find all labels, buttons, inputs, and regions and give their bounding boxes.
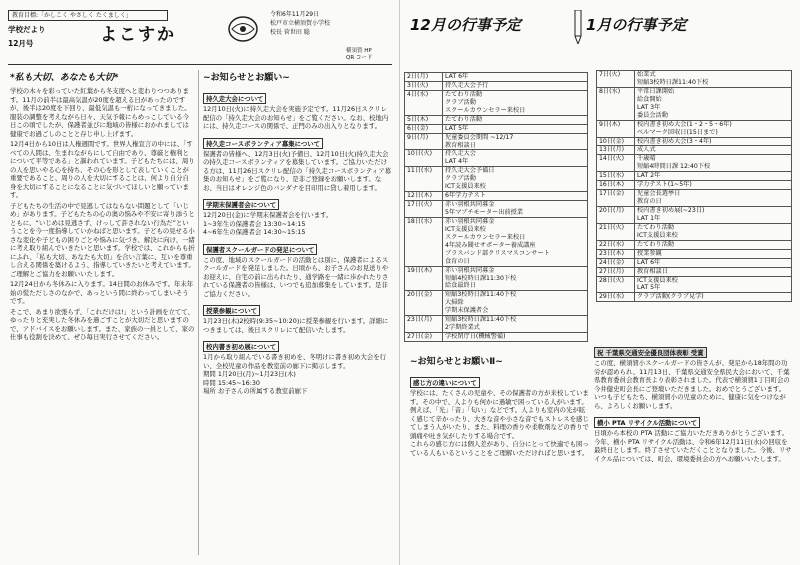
notices-column (203, 70, 393, 396)
calendar-events: 短縮3校時日課11:40下校 2学期終業式 (443, 316, 588, 333)
dec-calendar-title: 12月の行事予定 (410, 16, 521, 34)
calendar-events: たてわり活動 (443, 115, 588, 124)
notice2-title: 感じ方の違いについて (410, 377, 480, 388)
calendar-events: 校内書き初め大会(3・4年) (635, 137, 792, 146)
calendar-events: 千歳晴 短縮4時間日課 12:40下校 (635, 155, 792, 172)
qr-code-label: QR コード (346, 55, 373, 61)
calendar-row (597, 87, 792, 120)
calendar-row (405, 201, 588, 218)
calendar-events: 児童委員会期間 ~12/17 教育相談日 (443, 133, 588, 150)
calendar-events: 赤い羽根共同募金 ICT支援員来校 スクールカウンセラー来校日 4年読み聞せサポーター養成講座 ブラスバンド部クリスマスコンサート 食育の日 (443, 217, 588, 266)
notice-item (203, 237, 393, 299)
calendar-date: 19日(木) (405, 266, 443, 291)
calendar-row (405, 115, 588, 124)
calendar-events: 持久走大会予行 (443, 81, 588, 90)
calendar-row (597, 240, 792, 249)
column-divider (198, 70, 199, 555)
calendar-date: 9日(月) (405, 133, 443, 150)
notice-body: 1月から取り組んでいる書き初めを、冬明けに書き初め大会を行い、全校児童の作品を教室前の廊下に掲示します。 (203, 353, 387, 370)
calendar-date: 21日(火) (597, 223, 635, 240)
qr-label: 横須賀 HP (346, 48, 372, 54)
notice-body: 12月20日(金)に学期末保護者会を行います。 (203, 211, 333, 220)
calendar-date: 10日(火) (405, 150, 443, 167)
calendar-events: 校内書き初め展(~23日) LAT 1年 (635, 207, 792, 224)
newsletter-subtitle: 学校だより (8, 25, 46, 34)
jan-calendar-table (596, 70, 792, 302)
notice-title: 学期末保護者会について (203, 199, 279, 210)
notice-title: 持久走コースボランティア募集について (203, 138, 323, 149)
calendar-events: クラブ活動(クラブ見学) (635, 293, 792, 302)
calendar-date: 24日(金) (597, 258, 635, 267)
calendar-date: 4日(水) (405, 90, 443, 115)
calendar-row (405, 90, 588, 115)
calendar-row (405, 316, 588, 333)
notice-title: 保護者スクールガードの発足について (203, 244, 317, 255)
calendar-events: 持久走大会 LAT 4年 (443, 150, 588, 167)
calendar-date: 11日(水) (405, 167, 443, 192)
notice-body: 保護者の皆様へ、12月3日(火)予備日、12月10日(火)持久走大会の持久走コースボランティアを募集しています。ご協力いただける方は、11月26日スクリレ配信の「持久走コースボランティア募集のお知らせ」をご覧になり、是非ご登録をお願いします。なお、当日はオレンジ色のバンダナを目印用に貸し着用します。 (203, 149, 391, 192)
calendar-row (597, 249, 792, 258)
calendar-row (597, 137, 792, 146)
calendar-date: 23日(月) (405, 316, 443, 333)
dec-calendar-table (404, 72, 588, 342)
notices2-heading: ~お知らせとお願いⅡ~ (410, 357, 503, 367)
calendar-events: ICT支援員来校 LAT 5年 (635, 276, 792, 293)
calendar-events: 授業参観 (635, 249, 792, 258)
calendar-date: 14日(火) (597, 155, 635, 172)
calendar-events: たてわり活動 ICT支援員来校 (635, 223, 792, 240)
calendar-date: 27日(月) (597, 267, 635, 276)
newsletter-title: よこすか (100, 25, 176, 45)
issue-meta (270, 10, 390, 37)
essay-heading: *私も大切、あなたも大切* (10, 73, 119, 83)
calendar-row (405, 81, 588, 90)
notice-item (203, 298, 393, 334)
pencil-icon (574, 10, 582, 44)
calendar-date: 28日(火) (597, 276, 635, 293)
school-motto: 教育目標:「かしこく やさしく たくましく」 (8, 10, 168, 21)
calendar-events: 学校閉庁日(機械警備) (443, 333, 588, 342)
award-body: この度、横須賀小スクールガードの皆さんが、発足から18年間の功労が認められ、11月13日、千葉県交通安全県民大会において、千葉県教育委員会教育長より表彰されました。代表で横須賀1丁目町会の今井健史町会長にご登壇いただきました。おめでとうございます。 いつも子どもたち、横須賀小の児童のために、健康に気をつけながら、よろしくお願いします。 (594, 359, 790, 410)
calendar-date: 20日(月) (597, 207, 635, 224)
calendar-row (405, 133, 588, 150)
notice-title: 校内書き初め展について (203, 341, 279, 352)
calendar-events: 赤い羽根共同募金 短縮4校時日課11:30下校 給食最終日 (443, 266, 588, 291)
school-emblem-icon (226, 14, 260, 44)
calendar-events: 学力テスト(1~5年) (635, 181, 792, 190)
calendar-events: 持久走大会予備日 クラブ活動 ICT支援員来校 (443, 167, 588, 192)
calendar-date: 3日(火) (405, 81, 443, 90)
notice-item (203, 334, 393, 396)
calendar-events: 6年学力テスト (443, 192, 588, 201)
notice-schedule: 1~3年生の保護者会 13:30~14:15 4~6年生の保護者会 14:30~15:15 (203, 219, 306, 237)
calendar-date: 29日(水) (597, 293, 635, 302)
calendar-date: 22日(水) (597, 240, 635, 249)
calendar-events: たてわり活動 クラブ活動 スクールカウンセラー来校日 (443, 90, 588, 115)
calendar-date: 2日(月) (405, 73, 443, 82)
newsletter-header (8, 8, 398, 64)
calendar-row (597, 276, 792, 293)
calendar-row (597, 120, 792, 137)
calendar-row (597, 172, 792, 181)
essay-paragraph: 12月4日から10日は人権週間です。世界人権宣言の中には、「すべての人間は、生まれながらにして自由であり、尊厳と権利とについて平等である」と謳われています。子どもたちには、周りの人を思いやる心を持ち、その心を形として表していくことが重要であること、周りの人を大切にすることは、何より自分自身を大切にすることになることに気づいてほしいと願っています。 (10, 140, 195, 200)
notice-item (203, 86, 393, 131)
principal-name: 校長 菅世田 聡 (270, 29, 310, 36)
calendar-row (405, 192, 588, 201)
notice-title: 授業参観について (203, 305, 260, 316)
calendar-row (597, 190, 792, 207)
notice-item (203, 131, 393, 193)
calendar-date: 17日(火) (405, 201, 443, 218)
essay-paragraph: そこで、あまり欲張らず、「これだけは!」という計画を立てて、ゆったりと充実した冬休みを過ごすことが大切だと思いますので、アドバイスをお願いします。また、家族の一員として、家の仕事も役割を決めて、ぜひ毎日実行させてください。 (10, 307, 195, 342)
calendar-date: 13日(月) (597, 146, 635, 155)
notices2-column (410, 354, 590, 457)
calendar-row (597, 207, 792, 224)
calendar-events: LAT 6年 (635, 258, 792, 267)
calendar-row (597, 267, 792, 276)
notice-item (203, 192, 393, 237)
calendar-row (405, 167, 588, 192)
jan-calendar-title: 1月の行事予定 (586, 16, 687, 34)
calendar-events: たてわり活動 (635, 240, 792, 249)
calendar-row (405, 150, 588, 167)
essay-paragraph: 12月24日から冬休みに入ります。14日間のお休みです。年末年始の慌ただしさのなかで、あっという間に終わってしまいそうです。 (10, 280, 194, 306)
notice2-body: 学校には、たくさんの児童や、その保護者の方が来校しています。その中で、人よりも何かに過敏で困っている人がいます。 例えば、「光」「音」「匂い」などです。人よりも室内の光が眩く感じて辛かったり、大きな音や小さな音でもストレスを感じてしまう人がいたり、また、料理の香りや柔軟剤などの香りで頭痛や吐き気がしたりする場合です。 これらの感じ方には個人差があり、自分にとって快適でも困っている人もいるということをご理解いただければと思います。 (410, 389, 589, 457)
calendar-row (597, 181, 792, 190)
essay-paragraph: 学校の木々を彩っていた紅葉から冬支度へと変わりつつあります。11月の前半は最高気温が20度を超える日があったのですが、後半は20度を下回り、最低気温も一桁になってきました。服装の調整を考えながら日々、天気予報にらめっこしている今日この頃でしたが、保護者並びに地域の皆様におかれましては健康でお過ごしのことと存じ申し上げます。 (10, 87, 191, 138)
calendar-events: 校内書き初め大会(1・2・5・6年) ベルマーク回収日(15日まで) (635, 120, 792, 137)
calendar-row (405, 73, 588, 82)
header-divider (8, 64, 392, 65)
qr-caption (346, 48, 372, 62)
calendar-row (405, 124, 588, 133)
calendar-date: 17日(金) (597, 190, 635, 207)
calendar-row (405, 266, 588, 291)
award-title: 祝 千葉県交通安全優良団体表彰 受賞 (594, 347, 707, 358)
notice-title: 持久走大会について (203, 93, 266, 104)
calendar-events: 平常日課開始 給食開始 LAT 3年 委員会活動 (635, 87, 792, 120)
issue-label: 12月号 (8, 39, 34, 48)
calendar-events: LAT 2年 (635, 172, 792, 181)
notice-schedule: 期間 1月20日(月)~1月23日(木) 時間 15:45~16:30 場所 お子さんの所属する教室前廊下 (203, 370, 308, 396)
calendar-date: 8日(水) (597, 87, 635, 120)
right-notes-column (594, 340, 792, 463)
calendar-date: 7日(火) (597, 71, 635, 88)
calendar-date: 23日(木) (597, 249, 635, 258)
notice-body: この度、地域のスクールガードの活動とは別に、保護者によるスクールガードを発足しました。日頃から、お子さんのお見送りやお迎えに、自宅の前に出られたり、通学路を一緒に歩かれたりされている保護者の皆様は、いつでも追加募集をしています。是非ご協力ください。 (203, 255, 389, 298)
calendar-date: 12日(木) (405, 192, 443, 201)
calendar-row (405, 217, 588, 266)
calendar-events: LAT 5年 (443, 124, 588, 133)
calendar-events: LAT 6年 (443, 73, 588, 82)
calendar-events: 始業式 短縮3校時日課11:40下校 (635, 71, 792, 88)
calendar-row (597, 71, 792, 88)
calendar-date: 6日(金) (405, 124, 443, 133)
calendar-date: 16日(木) (597, 181, 635, 190)
calendar-row (597, 223, 792, 240)
calendar-date: 15日(水) (597, 172, 635, 181)
calendar-events: 成人式 (635, 146, 792, 155)
calendar-events: 教育相談日 (635, 267, 792, 276)
calendar-date: 20日(金) (405, 291, 443, 316)
calendar-row (405, 333, 588, 342)
notices-heading: ~お知らせとお願い~ (203, 73, 290, 83)
calendar-date: 18日(水) (405, 217, 443, 266)
notice-body: 12月10日(火)に持久走大会を実施予定です。11月26日スクリレ配信の「持久走大会のお知らせ」をご覧ください。なお、校地内には、持久走コースの関係で、正門のみの出入りとなります。 (203, 105, 389, 131)
calendar-events: 短縮3校時日課11:40下校 大掃除 学期末保護者会 (443, 291, 588, 316)
recycle-title: 横小 PTA リサイクル活動について (594, 417, 700, 428)
calendar-row (597, 146, 792, 155)
principal-essay (10, 70, 195, 342)
calendar-date: 9日(木) (597, 120, 635, 137)
calendar-date: 27日(金) (405, 333, 443, 342)
calendar-row (597, 258, 792, 267)
calendar-row (597, 293, 792, 302)
calendar-row (597, 155, 792, 172)
calendar-events: 赤い羽根共同募金 5年マブチモーター出前授業 (443, 201, 588, 218)
recycle-body: 日頃から本校の PTA 活動にご協力いただきありがとうございます。今年、横小 PTA リサイクル活動は、令和6年12月11日(水)の回収を最終日とします。終了させていただくこととなりました。今後、リサイクル品については、町会、環境委員会の方へお願いいたします。 (594, 429, 792, 463)
calendar-date: 5日(木) (405, 115, 443, 124)
school-name: 松戸市立横須賀小学校 (270, 20, 331, 27)
calendar-events: 児童会長選挙日 教育の日 (635, 190, 792, 207)
calendar-row (405, 291, 588, 316)
essay-paragraph: 子どもたちの生活の中で見逃してはならない問題として「いじめ」があります。子どもたちの心の奥の悩みや不安に寄り添うとともに、“いじめは見逃さず、けっして許されない行為だ”ということを今一度指導していかねばと思います。子どもの見せる小さな変化や子どもの困りごとや悩みに気づき、解決に向け、一緒に考え取り組んでいきたいと思います。学校では、これからも折にふれ、「私も大切、あなたも大切」を合い言葉に、互いを尊重し合える関係を築けるよう、指導していきたいと考えています。ご理解とご協力をお願いいたします。 (10, 201, 195, 278)
issue-date: 令和6年11月29日 (270, 11, 320, 18)
notice-body: 1月23日(木)2校時(9:35~10:20)に授業参観を行います。詳細につきましては、後日スクリレにて配信いたします。 (203, 317, 389, 334)
calendar-date: 10日(金) (597, 137, 635, 146)
